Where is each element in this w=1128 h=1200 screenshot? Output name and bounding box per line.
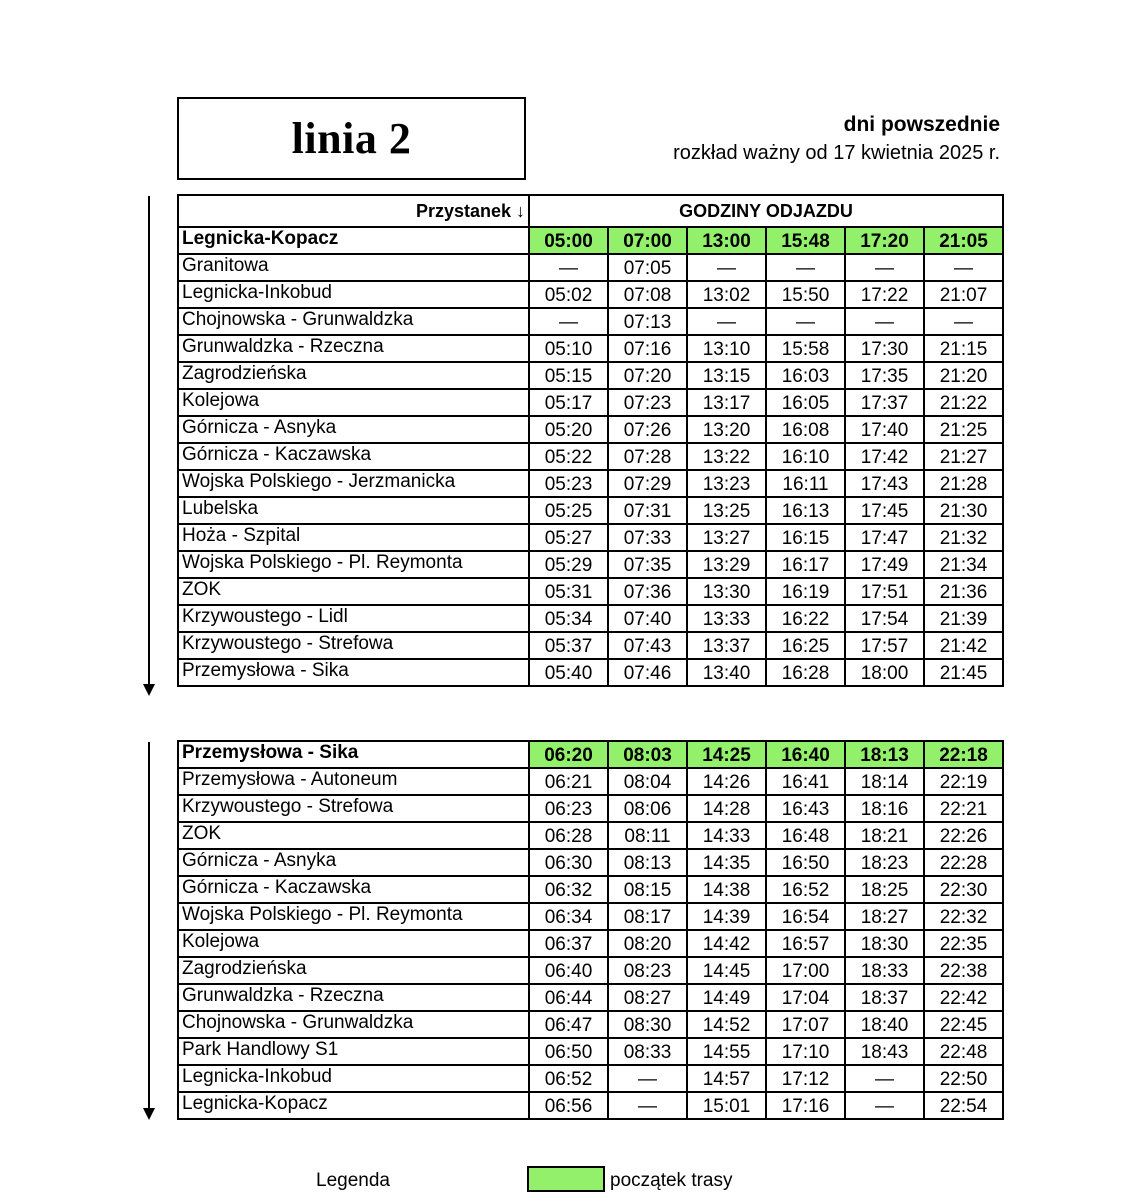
departure-time: 22:32: [924, 903, 1003, 930]
departure-time: 16:13: [766, 497, 845, 524]
departure-time: 17:54: [845, 605, 924, 632]
departure-time: 21:45: [924, 659, 1003, 686]
departure-time: 21:07: [924, 281, 1003, 308]
departure-time: 07:36: [608, 578, 687, 605]
departure-time: 17:43: [845, 470, 924, 497]
departure-time: 18:43: [845, 1038, 924, 1065]
route-start-time: 21:05: [924, 227, 1003, 254]
departure-time: 14:52: [687, 1011, 766, 1038]
departure-time: 05:15: [529, 362, 608, 389]
departure-time: 08:15: [608, 876, 687, 903]
departure-time: 22:30: [924, 876, 1003, 903]
route-start-time: 13:00: [687, 227, 766, 254]
departure-time: 07:46: [608, 659, 687, 686]
departure-time: 07:05: [608, 254, 687, 281]
departure-time: 18:25: [845, 876, 924, 903]
stop-name: Grunwaldzka - Rzeczna: [178, 984, 529, 1011]
departure-time: 13:29: [687, 551, 766, 578]
table-row: [178, 605, 1003, 632]
departure-time: 15:01: [687, 1092, 766, 1119]
departure-time: 05:17: [529, 389, 608, 416]
table-row: [178, 1011, 1003, 1038]
stop-name: Park Handlowy S1: [178, 1038, 529, 1065]
departure-time: 07:08: [608, 281, 687, 308]
stop-name: Górnicza - Kaczawska: [178, 876, 529, 903]
departure-time: 16:03: [766, 362, 845, 389]
departure-time: 21:28: [924, 470, 1003, 497]
departure-time: 05:23: [529, 470, 608, 497]
table-row: [178, 1065, 1003, 1092]
departure-time: 14:57: [687, 1065, 766, 1092]
table-row: [178, 308, 1003, 335]
table-row: [178, 335, 1003, 362]
stop-name: Kolejowa: [178, 930, 529, 957]
departure-time: 06:23: [529, 795, 608, 822]
stop-name: Przemysłowa - Autoneum: [178, 768, 529, 795]
departure-time: 05:34: [529, 605, 608, 632]
departure-time: 05:10: [529, 335, 608, 362]
departure-time: 14:26: [687, 768, 766, 795]
departure-time: 17:49: [845, 551, 924, 578]
departure-time: 07:16: [608, 335, 687, 362]
departure-time: 14:49: [687, 984, 766, 1011]
departure-time: 07:13: [608, 308, 687, 335]
departure-time: 16:52: [766, 876, 845, 903]
departure-time: 16:22: [766, 605, 845, 632]
timetable-direction-1: [177, 194, 1004, 687]
stop-name: Zagrodzieńska: [178, 957, 529, 984]
departure-time: 17:16: [766, 1092, 845, 1119]
stop-name: ZOK: [178, 578, 529, 605]
departure-time: 14:33: [687, 822, 766, 849]
table-row: [178, 470, 1003, 497]
departure-time: 05:37: [529, 632, 608, 659]
departure-time: 08:06: [608, 795, 687, 822]
departure-time: 16:43: [766, 795, 845, 822]
departure-time: 06:56: [529, 1092, 608, 1119]
table-row: [178, 254, 1003, 281]
departure-time: 16:08: [766, 416, 845, 443]
route-start-time: 22:18: [924, 741, 1003, 768]
departure-time: —: [766, 308, 845, 335]
departure-time: 18:33: [845, 957, 924, 984]
departure-time: 17:40: [845, 416, 924, 443]
departure-time: 16:50: [766, 849, 845, 876]
departure-time: 22:19: [924, 768, 1003, 795]
table-row: [178, 984, 1003, 1011]
departure-time: 07:33: [608, 524, 687, 551]
stop-name: ZOK: [178, 822, 529, 849]
departure-time: 14:28: [687, 795, 766, 822]
timetable-direction-2: [177, 740, 1004, 1120]
departure-time: 18:16: [845, 795, 924, 822]
stop-name: Grunwaldzka - Rzeczna: [178, 335, 529, 362]
departure-time: 18:30: [845, 930, 924, 957]
departure-time: 13:25: [687, 497, 766, 524]
departure-time: 16:28: [766, 659, 845, 686]
departure-time: 13:33: [687, 605, 766, 632]
departure-time: 16:05: [766, 389, 845, 416]
stop-name: Legnicka-Kopacz: [178, 1092, 529, 1119]
arrow-down-icon: [143, 1108, 155, 1120]
departure-time: 06:37: [529, 930, 608, 957]
departure-time: 17:30: [845, 335, 924, 362]
departure-time: 14:39: [687, 903, 766, 930]
departure-time: 21:30: [924, 497, 1003, 524]
departure-time: 05:31: [529, 578, 608, 605]
stop-name: Hoża - Szpital: [178, 524, 529, 551]
table-row: [178, 281, 1003, 308]
stop-name: Górnicza - Asnyka: [178, 849, 529, 876]
route-start-time: 16:40: [766, 741, 845, 768]
departure-time: 18:23: [845, 849, 924, 876]
departure-time: 17:51: [845, 578, 924, 605]
departure-time: 17:45: [845, 497, 924, 524]
table-row: [178, 524, 1003, 551]
departure-time: 08:11: [608, 822, 687, 849]
departure-time: 06:21: [529, 768, 608, 795]
table-row: [178, 1038, 1003, 1065]
departure-time: 13:15: [687, 362, 766, 389]
route-start-time: 06:20: [529, 741, 608, 768]
departure-time: 08:13: [608, 849, 687, 876]
departure-time: 15:50: [766, 281, 845, 308]
stop-name: Granitowa: [178, 254, 529, 281]
departure-time: 13:10: [687, 335, 766, 362]
direction-arrow-1: [148, 196, 150, 686]
departure-time: 22:38: [924, 957, 1003, 984]
departure-time: 05:02: [529, 281, 608, 308]
departure-time: 13:02: [687, 281, 766, 308]
table-row: [178, 416, 1003, 443]
departure-time: 21:15: [924, 335, 1003, 362]
line-title-box: [177, 97, 526, 180]
departure-time: 07:43: [608, 632, 687, 659]
stop-name: Zagrodzieńska: [178, 362, 529, 389]
departure-time: 18:37: [845, 984, 924, 1011]
departure-time: 21:25: [924, 416, 1003, 443]
table-row: [178, 551, 1003, 578]
stop-name: Kolejowa: [178, 389, 529, 416]
departure-time: 13:40: [687, 659, 766, 686]
departure-time: 13:20: [687, 416, 766, 443]
departure-time: 07:28: [608, 443, 687, 470]
departure-time: 22:48: [924, 1038, 1003, 1065]
legend-start-text: początek trasy: [610, 1170, 733, 1191]
departure-time: 06:47: [529, 1011, 608, 1038]
departure-time: 13:17: [687, 389, 766, 416]
stop-name: Wojska Polskiego - Pl. Reymonta: [178, 551, 529, 578]
departure-time: 21:32: [924, 524, 1003, 551]
departure-time: 22:50: [924, 1065, 1003, 1092]
departure-time: 06:50: [529, 1038, 608, 1065]
table-row: [178, 903, 1003, 930]
departure-time: 16:54: [766, 903, 845, 930]
stop-name: Legnicka-Inkobud: [178, 1065, 529, 1092]
departure-time: 06:52: [529, 1065, 608, 1092]
departure-time: 17:37: [845, 389, 924, 416]
departure-time: 14:55: [687, 1038, 766, 1065]
departure-time: 06:32: [529, 876, 608, 903]
departure-time: 16:19: [766, 578, 845, 605]
departure-time: 06:44: [529, 984, 608, 1011]
stop-name: Górnicza - Kaczawska: [178, 443, 529, 470]
departure-time: 17:04: [766, 984, 845, 1011]
departure-time: 07:29: [608, 470, 687, 497]
route-start-time: 07:00: [608, 227, 687, 254]
departure-time: 21:27: [924, 443, 1003, 470]
departure-time: 05:22: [529, 443, 608, 470]
departure-time: —: [845, 308, 924, 335]
departure-time: 16:11: [766, 470, 845, 497]
departure-time: 15:58: [766, 335, 845, 362]
stop-name: Wojska Polskiego - Pl. Reymonta: [178, 903, 529, 930]
service-days: dni powszednie: [843, 113, 1000, 136]
route-start-time: 18:13: [845, 741, 924, 768]
departure-time: 07:40: [608, 605, 687, 632]
departure-time: 05:40: [529, 659, 608, 686]
departure-time: —: [845, 1092, 924, 1119]
departure-time: —: [924, 308, 1003, 335]
departure-time: 17:07: [766, 1011, 845, 1038]
departure-time: 21:34: [924, 551, 1003, 578]
departure-time: 08:23: [608, 957, 687, 984]
departure-time: 14:42: [687, 930, 766, 957]
departure-time: 06:30: [529, 849, 608, 876]
departure-time: 17:12: [766, 1065, 845, 1092]
departure-time: 05:25: [529, 497, 608, 524]
table-row: [178, 957, 1003, 984]
departure-time: 17:22: [845, 281, 924, 308]
departure-time: 08:20: [608, 930, 687, 957]
line-title: linia 2: [291, 114, 412, 163]
table-row: [178, 389, 1003, 416]
departure-time: 16:57: [766, 930, 845, 957]
stop-name: Górnicza - Asnyka: [178, 416, 529, 443]
table-row: [178, 443, 1003, 470]
departure-time: 22:54: [924, 1092, 1003, 1119]
departure-time: 06:34: [529, 903, 608, 930]
legend-start-swatch: [527, 1166, 605, 1192]
departure-time: 14:35: [687, 849, 766, 876]
stop-name: Legnicka-Kopacz: [178, 227, 529, 254]
departure-time: 08:17: [608, 903, 687, 930]
departure-time: 08:33: [608, 1038, 687, 1065]
departure-time: 06:40: [529, 957, 608, 984]
table-row: [178, 930, 1003, 957]
departure-time: 16:25: [766, 632, 845, 659]
departure-time: 17:57: [845, 632, 924, 659]
departure-time: 18:00: [845, 659, 924, 686]
table-row: [178, 578, 1003, 605]
departure-time: 16:15: [766, 524, 845, 551]
table-row: [178, 768, 1003, 795]
departure-time: 07:23: [608, 389, 687, 416]
table-row: [178, 876, 1003, 903]
departure-time: 17:35: [845, 362, 924, 389]
table-header-row: [178, 195, 1003, 227]
departure-time: 22:42: [924, 984, 1003, 1011]
stop-name: Krzywoustego - Strefowa: [178, 632, 529, 659]
validity-note: rozkład ważny od 17 kwietnia 2025 r.: [673, 142, 1000, 164]
departure-time: 21:42: [924, 632, 1003, 659]
departure-time: 13:22: [687, 443, 766, 470]
table-row: [178, 1092, 1003, 1119]
departure-time: 14:38: [687, 876, 766, 903]
departure-time: 05:29: [529, 551, 608, 578]
departure-time: —: [529, 254, 608, 281]
departure-time: 07:35: [608, 551, 687, 578]
departure-time: 22:21: [924, 795, 1003, 822]
departure-time: 18:21: [845, 822, 924, 849]
arrow-down-icon: [143, 684, 155, 696]
direction-arrow-2: [148, 742, 150, 1110]
departure-time: 05:27: [529, 524, 608, 551]
departure-time: 08:27: [608, 984, 687, 1011]
departure-time: 17:10: [766, 1038, 845, 1065]
departure-time: 06:28: [529, 822, 608, 849]
stop-column-header: Przystanek ↓: [178, 195, 529, 227]
departure-time: 21:20: [924, 362, 1003, 389]
departure-time: 18:27: [845, 903, 924, 930]
departure-time: 17:47: [845, 524, 924, 551]
table-row: [178, 741, 1003, 768]
departure-time: 16:48: [766, 822, 845, 849]
departure-times-header: GODZINY ODJAZDU: [529, 195, 1003, 227]
departure-time: 08:30: [608, 1011, 687, 1038]
stop-name: Lubelska: [178, 497, 529, 524]
departure-time: —: [608, 1092, 687, 1119]
stop-name: Krzywoustego - Strefowa: [178, 795, 529, 822]
stop-name: Chojnowska - Grunwaldzka: [178, 1011, 529, 1038]
stop-name: Przemysłowa - Sika: [178, 659, 529, 686]
route-start-time: 08:03: [608, 741, 687, 768]
departure-time: 17:00: [766, 957, 845, 984]
departure-time: —: [529, 308, 608, 335]
departure-time: 16:17: [766, 551, 845, 578]
departure-time: 16:10: [766, 443, 845, 470]
departure-time: —: [766, 254, 845, 281]
stop-name: Chojnowska - Grunwaldzka: [178, 308, 529, 335]
departure-time: 13:37: [687, 632, 766, 659]
stop-name: Wojska Polskiego - Jerzmanicka: [178, 470, 529, 497]
table-row: [178, 497, 1003, 524]
departure-time: 05:20: [529, 416, 608, 443]
departure-time: 22:45: [924, 1011, 1003, 1038]
departure-time: 13:27: [687, 524, 766, 551]
table-row: [178, 849, 1003, 876]
route-start-time: 05:00: [529, 227, 608, 254]
departure-time: 13:23: [687, 470, 766, 497]
departure-time: 21:22: [924, 389, 1003, 416]
departure-time: 21:36: [924, 578, 1003, 605]
table-row: [178, 822, 1003, 849]
departure-time: —: [845, 1065, 924, 1092]
table-row: [178, 632, 1003, 659]
table-row: [178, 795, 1003, 822]
departure-time: 18:14: [845, 768, 924, 795]
departure-time: 07:31: [608, 497, 687, 524]
departure-time: —: [845, 254, 924, 281]
route-start-time: 17:20: [845, 227, 924, 254]
departure-time: —: [687, 308, 766, 335]
departure-time: —: [687, 254, 766, 281]
route-start-time: 15:48: [766, 227, 845, 254]
departure-time: 07:20: [608, 362, 687, 389]
departure-time: 17:42: [845, 443, 924, 470]
table-row: [178, 362, 1003, 389]
departure-time: 16:41: [766, 768, 845, 795]
route-start-time: 14:25: [687, 741, 766, 768]
table-row: [178, 227, 1003, 254]
departure-time: 14:45: [687, 957, 766, 984]
departure-time: 22:35: [924, 930, 1003, 957]
departure-time: 07:26: [608, 416, 687, 443]
legend-label: Legenda: [316, 1170, 390, 1191]
departure-time: 22:28: [924, 849, 1003, 876]
table-row: [178, 659, 1003, 686]
departure-time: 18:40: [845, 1011, 924, 1038]
departure-time: 13:30: [687, 578, 766, 605]
departure-time: 22:26: [924, 822, 1003, 849]
stop-name: Przemysłowa - Sika: [178, 741, 529, 768]
departure-time: 08:04: [608, 768, 687, 795]
departure-time: —: [608, 1065, 687, 1092]
departure-time: —: [924, 254, 1003, 281]
stop-name: Krzywoustego - Lidl: [178, 605, 529, 632]
stop-name: Legnicka-Inkobud: [178, 281, 529, 308]
departure-time: 21:39: [924, 605, 1003, 632]
